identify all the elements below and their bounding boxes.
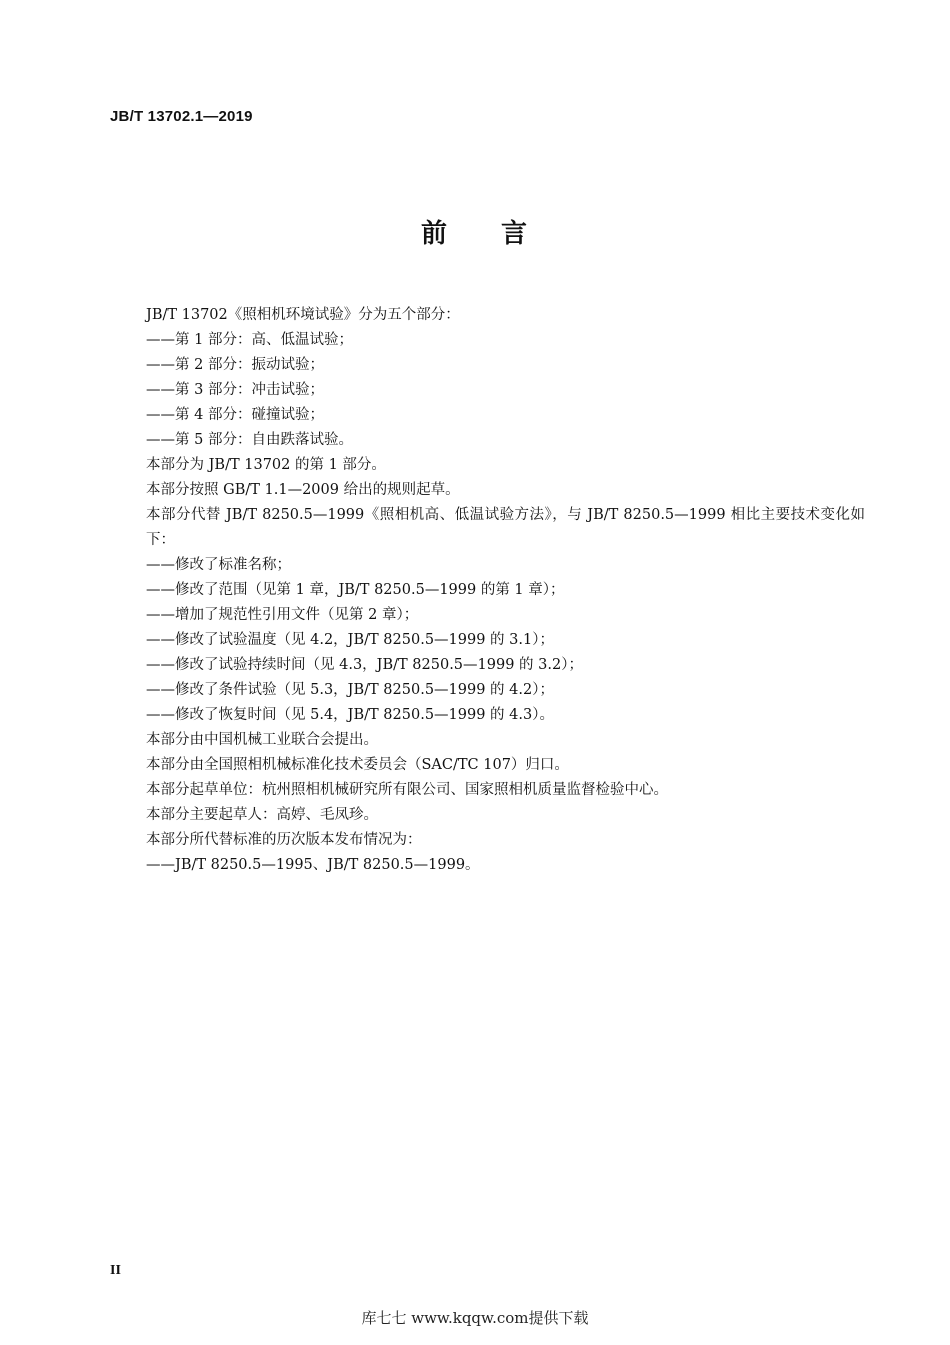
list-item: ——修改了试验温度（见 4.2，JB/T 8250.5—1999 的 3.1）； [146, 632, 554, 648]
paragraph: 本部分起草单位：杭州照相机械研究所有限公司、国家照相机质量监督检验中心。 [146, 782, 668, 798]
paragraph: JB/T 13702《照相机环境试验》分为五个部分： [146, 307, 460, 323]
list-item: ——增加了规范性引用文件（见第 2 章）； [146, 607, 419, 623]
paragraph: 本部分所代替标准的历次版本发布情况为： [146, 832, 422, 848]
paragraph: 本部分主要起草人：高婷、毛凤珍。 [146, 807, 378, 823]
page-number: II [110, 1263, 121, 1278]
title-char-1: 前 [420, 219, 449, 249]
list-item: ——修改了试验持续时间（见 4.3，JB/T 8250.5—1999 的 3.2）； [146, 657, 583, 673]
paragraph: 本部分按照 GB/T 1.1—2009 给出的规则起草。 [146, 482, 460, 498]
list-item: ——修改了范围（见第 1 章，JB/T 8250.5—1999 的第 1 章）； [146, 582, 565, 598]
list-item: ——修改了标准名称； [146, 557, 291, 573]
list-item: ——第 4 部分：碰撞试验； [146, 407, 324, 423]
foreword-body [110, 303, 865, 878]
list-item: ——第 1 部分：高、低温试验； [146, 332, 353, 348]
paragraph: 本部分由全国照相机械标准化技术委员会（SAC/TC 107）归口。 [146, 757, 569, 773]
list-item: ——第 5 部分：自由跌落试验。 [146, 432, 353, 448]
standard-code: JB/T 13702.1—2019 [110, 108, 253, 125]
list-item: ——JB/T 8250.5—1995、JB/T 8250.5—1999。 [146, 857, 480, 873]
list-item: ——修改了条件试验（见 5.3，JB/T 8250.5—1999 的 4.2）； [146, 682, 554, 698]
list-item: ——第 3 部分：冲击试验； [146, 382, 324, 398]
paragraph: 本部分由中国机械工业联合会提出。 [146, 732, 378, 748]
paragraph: 本部分为 JB/T 13702 的第 1 部分。 [146, 457, 386, 473]
download-watermark: 库七七 www.kqqw.com提供下载 [361, 1309, 589, 1327]
list-item: ——第 2 部分：振动试验； [146, 357, 324, 373]
title-char-2: 言 [501, 219, 530, 249]
list-item: ——修改了恢复时间（见 5.4，JB/T 8250.5—1999 的 4.3）。 [146, 707, 554, 723]
page-title [0, 213, 950, 250]
paragraph: 本部分代替 JB/T 8250.5—1999《照相机高、低温试验方法》，与 JB/T 8250.5—1999 相比主要技术变化如下： [146, 507, 865, 548]
